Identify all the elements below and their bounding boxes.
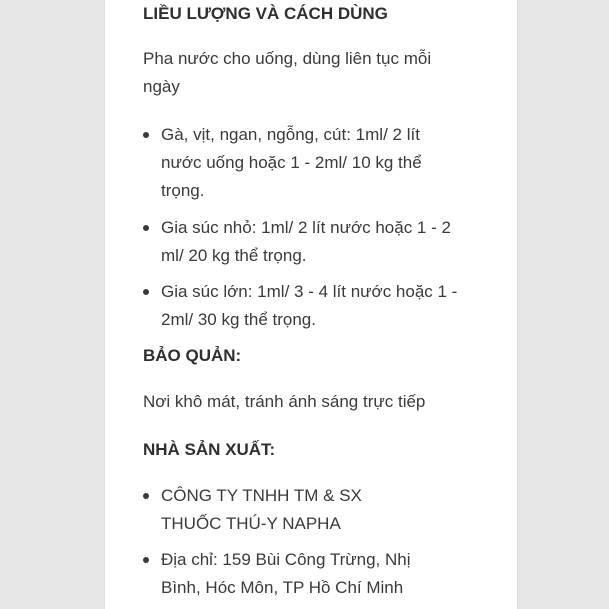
- dosage-item-large-livestock: [143, 278, 463, 334]
- bullet-icon: [143, 557, 149, 563]
- dosage-heading: LIỀU LƯỢNG VÀ CÁCH DÙNG: [143, 4, 388, 23]
- manufacturer-heading: NHÀ SẢN XUẤT:: [143, 440, 276, 459]
- dosage-item-text: Gà, vịt, ngan, ngỗng, cút: 1ml/ 2 lít nước uống hoặc 1 - 2ml/ 10 kg thể trọng.: [161, 125, 422, 200]
- dosage-item-small-livestock: [143, 214, 463, 278]
- bullet-icon: [143, 225, 149, 231]
- storage-text: Nơi khô mát, tránh ánh sáng trực tiếp: [143, 392, 426, 411]
- storage-heading: BẢO QUẢN:: [143, 346, 242, 365]
- manufacturer-company-text: CÔNG TY TNHH TM & SX THUỐC THÚ-Y NAPHA: [161, 486, 362, 533]
- manufacturer-address-text: Địa chỉ: 159 Bùi Công Trừng, Nhị Bình, Hóc Môn, TP Hồ Chí Minh: [161, 550, 411, 597]
- bullet-icon: [143, 289, 149, 295]
- dosage-item-text: Gia súc nhỏ: 1ml/ 2 lít nước hoặc 1 - 2 ml/ 20 kg thể trọng.: [161, 218, 451, 265]
- dosage-intro: Pha nước cho uống, dùng liên tục mỗi ngày: [143, 49, 432, 96]
- manufacturer-company: [143, 482, 418, 546]
- manufacturer-address: [143, 546, 418, 602]
- product-description-card: [104, 0, 518, 609]
- manufacturer-list: [143, 482, 418, 602]
- bullet-icon: [143, 132, 149, 138]
- dosage-list: [143, 121, 463, 334]
- dosage-item-text: Gia súc lớn: 1ml/ 3 - 4 lít nước hoặc 1 - 2ml/ 30 kg thể trọng.: [161, 282, 458, 329]
- bullet-icon: [143, 493, 149, 499]
- dosage-item-poultry: [143, 121, 463, 214]
